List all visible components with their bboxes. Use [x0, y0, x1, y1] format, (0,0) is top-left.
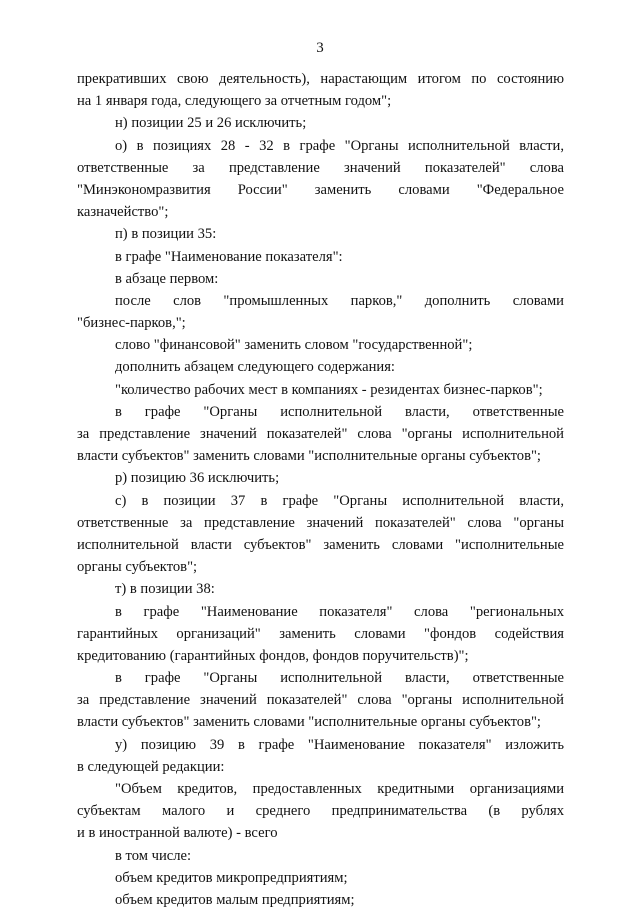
text-line: на 1 января года, следующего за отчетным годом"; [77, 93, 392, 110]
text-line: за представление значений показателей" слова "органы исполнительной [77, 426, 564, 442]
text-line: в абзаце первом: [115, 270, 219, 287]
text-line: у) позицию 39 в графе "Наименование показателя" изложить [115, 736, 564, 753]
text-line: с) в позиции 37 в графе "Органы исполнительной власти, [115, 492, 564, 509]
text-line: объем кредитов микропредприятиям; [115, 869, 348, 886]
text-line: казначейство"; [77, 204, 169, 221]
text-line: гарантийных организаций" заменить словами "фондов содействия [77, 625, 564, 642]
text-line: п) в позиции 35: [115, 226, 217, 243]
text-line: в графе "Наименование показателя" слова "региональных [115, 603, 564, 620]
text-line: в графе "Органы исполнительной власти, ответственные [115, 670, 564, 687]
text-line: исполнительной власти субъектов" заменить словами "исполнительные [77, 536, 564, 553]
text-line: за представление значений показателей" слова "органы исполнительной [77, 692, 564, 709]
text-line: ответственные за представление значений показателей" слова "органы [77, 514, 564, 531]
text-line: слово "финансовой" заменить словом "государственной"; [115, 337, 473, 354]
text-line: "количество рабочих мест в компаниях - резидентах бизнес-парков"; [115, 381, 543, 398]
text-line: н) позиции 25 и 26 исключить; [115, 115, 307, 132]
text-line: кредитованию (гарантийных фондов, фондов поручительств)"; [77, 647, 469, 664]
text-line: "Минэкономразвития России" заменить словами "Федеральное [77, 181, 564, 198]
text-line: объем кредитов малым предприятиям; [115, 891, 355, 908]
text-line: в графе "Наименование показателя": [115, 248, 343, 265]
text-line: в следующей редакции: [77, 758, 225, 775]
text-line: власти субъектов" заменить словами "исполнительные органы субъектов"; [77, 448, 541, 465]
text-line: о) в позициях 28 - 32 в графе "Органы исполнительной власти, [115, 137, 564, 154]
text-line: "бизнес-парков,"; [77, 315, 186, 332]
text-line: в том числе: [115, 847, 192, 864]
text-line: "Объем кредитов, предоставленных кредитными организациями [115, 781, 564, 797]
text-line: субъектам малого и среднего предпринимательства (в рублях [77, 803, 564, 820]
text-line: р) позицию 36 исключить; [115, 470, 280, 487]
page-number: 3 [316, 40, 324, 56]
text-line: и в иностранной валюте) - всего [77, 825, 278, 842]
text-line: прекративших свою деятельность), нарастающим итогом по состоянию [77, 71, 564, 87]
text-line: т) в позиции 38: [115, 581, 215, 598]
text-line: органы субъектов"; [77, 559, 198, 576]
text-line: после слов "промышленных парков," дополнить словами [115, 292, 564, 309]
text-line: в графе "Органы исполнительной власти, ответственные [115, 403, 564, 420]
document-body [77, 68, 564, 911]
text-line: ответственные за представление значений показателей" слова [77, 159, 564, 176]
text-line: дополнить абзацем следующего содержания: [115, 359, 395, 376]
text-line: власти субъектов" заменить словами "исполнительные органы субъектов"; [77, 714, 541, 731]
